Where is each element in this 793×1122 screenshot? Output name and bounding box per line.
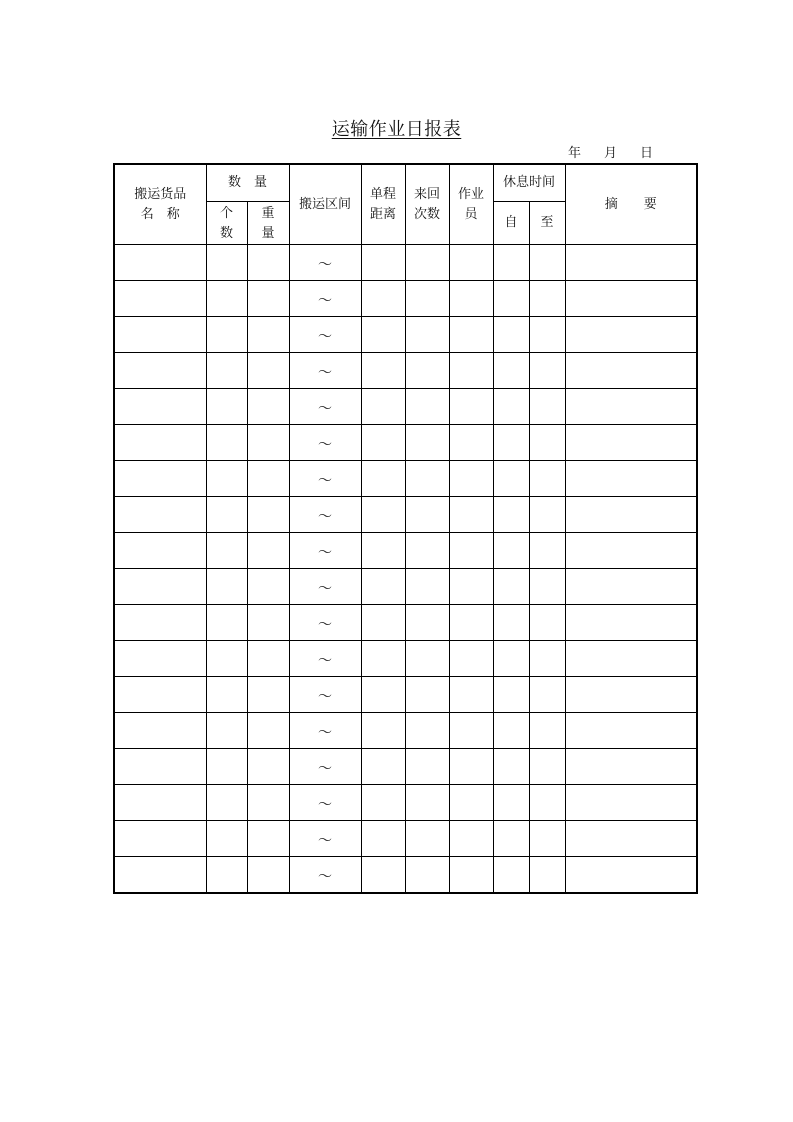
cell-rest-from[interactable] (493, 857, 529, 894)
table-row (114, 749, 697, 785)
cell-count[interactable] (206, 461, 247, 497)
cell-distance[interactable] (361, 713, 405, 749)
cell-section[interactable] (289, 497, 361, 533)
cell-count[interactable] (206, 245, 247, 281)
cell-weight[interactable] (247, 605, 289, 641)
cell-remarks[interactable] (565, 749, 697, 785)
section-separator: ～ (318, 581, 333, 597)
cell-distance[interactable] (361, 497, 405, 533)
table-row (114, 857, 697, 894)
cell-distance[interactable] (361, 749, 405, 785)
cell-rest-to[interactable] (529, 749, 565, 785)
cell-goods-name[interactable] (114, 749, 206, 785)
cell-trips[interactable] (405, 857, 449, 894)
cell-section[interactable] (289, 821, 361, 857)
cell-distance[interactable] (361, 785, 405, 821)
cell-rest-from[interactable] (493, 533, 529, 569)
cell-trips[interactable] (405, 317, 449, 353)
table-row (114, 785, 697, 821)
cell-rest-to[interactable] (529, 425, 565, 461)
cell-worker[interactable] (449, 641, 493, 677)
cell-weight[interactable] (247, 569, 289, 605)
cell-remarks[interactable] (565, 533, 697, 569)
cell-count[interactable] (206, 785, 247, 821)
cell-trips[interactable] (405, 569, 449, 605)
cell-section[interactable] (289, 353, 361, 389)
cell-section[interactable] (289, 425, 361, 461)
cell-remarks[interactable] (565, 389, 697, 425)
cell-distance[interactable] (361, 281, 405, 317)
cell-remarks[interactable] (565, 281, 697, 317)
section-separator: ～ (318, 257, 333, 273)
cell-rest-from[interactable] (493, 317, 529, 353)
cell-remarks[interactable] (565, 785, 697, 821)
cell-remarks[interactable] (565, 641, 697, 677)
cell-section[interactable] (289, 245, 361, 281)
cell-rest-to[interactable] (529, 605, 565, 641)
cell-rest-from[interactable] (493, 497, 529, 533)
cell-goods-name[interactable] (114, 425, 206, 461)
cell-weight[interactable] (247, 353, 289, 389)
cell-distance[interactable] (361, 245, 405, 281)
cell-rest-from[interactable] (493, 821, 529, 857)
cell-worker[interactable] (449, 821, 493, 857)
header-rest-from: 自 (493, 202, 529, 245)
cell-count[interactable] (206, 389, 247, 425)
cell-rest-from[interactable] (493, 677, 529, 713)
table-row (114, 461, 697, 497)
cell-goods-name[interactable] (114, 353, 206, 389)
cell-rest-to[interactable] (529, 821, 565, 857)
cell-weight[interactable] (247, 785, 289, 821)
table-row (114, 821, 697, 857)
cell-count[interactable] (206, 569, 247, 605)
cell-worker[interactable] (449, 281, 493, 317)
cell-weight[interactable] (247, 281, 289, 317)
cell-remarks[interactable] (565, 713, 697, 749)
table-row (114, 281, 697, 317)
cell-rest-from[interactable] (493, 605, 529, 641)
cell-goods-name[interactable] (114, 605, 206, 641)
cell-rest-to[interactable] (529, 281, 565, 317)
cell-remarks[interactable] (565, 425, 697, 461)
cell-goods-name[interactable] (114, 785, 206, 821)
cell-weight[interactable] (247, 857, 289, 894)
cell-remarks[interactable] (565, 497, 697, 533)
cell-rest-to[interactable] (529, 785, 565, 821)
section-separator: ～ (318, 401, 333, 417)
cell-count[interactable] (206, 317, 247, 353)
section-separator: ～ (318, 329, 333, 345)
cell-rest-from[interactable] (493, 749, 529, 785)
cell-weight[interactable] (247, 389, 289, 425)
cell-trips[interactable] (405, 641, 449, 677)
cell-rest-from[interactable] (493, 281, 529, 317)
cell-rest-from[interactable] (493, 245, 529, 281)
cell-section[interactable] (289, 281, 361, 317)
cell-remarks[interactable] (565, 317, 697, 353)
table-row (114, 389, 697, 425)
cell-goods-name[interactable] (114, 857, 206, 894)
cell-distance[interactable] (361, 425, 405, 461)
table-row (114, 425, 697, 461)
section-separator: ～ (318, 797, 333, 813)
cell-remarks[interactable] (565, 821, 697, 857)
cell-trips[interactable] (405, 389, 449, 425)
cell-trips[interactable] (405, 353, 449, 389)
cell-rest-from[interactable] (493, 425, 529, 461)
cell-distance[interactable] (361, 389, 405, 425)
cell-rest-to[interactable] (529, 497, 565, 533)
cell-section[interactable] (289, 641, 361, 677)
cell-weight[interactable] (247, 245, 289, 281)
table-row (114, 245, 697, 281)
cell-distance[interactable] (361, 605, 405, 641)
date-day-label: 日 (640, 146, 654, 161)
section-separator: ～ (318, 761, 333, 777)
cell-worker[interactable] (449, 497, 493, 533)
cell-goods-name[interactable] (114, 281, 206, 317)
cell-section[interactable] (289, 713, 361, 749)
cell-worker[interactable] (449, 569, 493, 605)
cell-worker[interactable] (449, 857, 493, 894)
header-goods-name: 搬运货品 名 称 (114, 164, 206, 245)
cell-distance[interactable] (361, 533, 405, 569)
cell-rest-from[interactable] (493, 713, 529, 749)
cell-rest-to[interactable] (529, 317, 565, 353)
cell-worker[interactable] (449, 785, 493, 821)
cell-goods-name[interactable] (114, 677, 206, 713)
cell-section[interactable] (289, 677, 361, 713)
cell-weight[interactable] (247, 821, 289, 857)
table-row (114, 353, 697, 389)
cell-section[interactable] (289, 605, 361, 641)
cell-count[interactable] (206, 281, 247, 317)
header-row-1 (114, 164, 697, 202)
table-row (114, 533, 697, 569)
cell-trips[interactable] (405, 605, 449, 641)
cell-count[interactable] (206, 641, 247, 677)
cell-rest-from[interactable] (493, 353, 529, 389)
cell-rest-to[interactable] (529, 461, 565, 497)
table-row (114, 317, 697, 353)
cell-weight[interactable] (247, 533, 289, 569)
cell-worker[interactable] (449, 533, 493, 569)
section-separator: ～ (318, 617, 333, 633)
cell-remarks[interactable] (565, 605, 697, 641)
cell-rest-from[interactable] (493, 641, 529, 677)
cell-distance[interactable] (361, 857, 405, 894)
cell-remarks[interactable] (565, 353, 697, 389)
cell-rest-to[interactable] (529, 677, 565, 713)
date-line (568, 145, 668, 163)
section-separator: ～ (318, 509, 333, 525)
section-separator: ～ (318, 689, 333, 705)
cell-trips[interactable] (405, 785, 449, 821)
section-separator: ～ (318, 653, 333, 669)
cell-count[interactable] (206, 353, 247, 389)
date-month-label: 月 (604, 146, 618, 161)
cell-goods-name[interactable] (114, 245, 206, 281)
cell-distance[interactable] (361, 353, 405, 389)
cell-distance[interactable] (361, 569, 405, 605)
cell-trips[interactable] (405, 425, 449, 461)
cell-goods-name[interactable] (114, 497, 206, 533)
cell-section[interactable] (289, 749, 361, 785)
cell-count[interactable] (206, 533, 247, 569)
table-row (114, 677, 697, 713)
cell-distance[interactable] (361, 677, 405, 713)
cell-rest-to[interactable] (529, 245, 565, 281)
cell-weight[interactable] (247, 461, 289, 497)
cell-remarks[interactable] (565, 245, 697, 281)
header-worker: 作业 员 (449, 164, 493, 245)
cell-section[interactable] (289, 533, 361, 569)
cell-section[interactable] (289, 317, 361, 353)
transport-report-table (113, 163, 698, 894)
cell-trips[interactable] (405, 713, 449, 749)
section-separator: ～ (318, 473, 333, 489)
cell-weight[interactable] (247, 425, 289, 461)
cell-worker[interactable] (449, 389, 493, 425)
cell-rest-to[interactable] (529, 713, 565, 749)
cell-goods-name[interactable] (114, 821, 206, 857)
cell-rest-to[interactable] (529, 569, 565, 605)
cell-section[interactable] (289, 785, 361, 821)
cell-worker[interactable] (449, 677, 493, 713)
document-title: 运输作业日报表 (331, 119, 462, 140)
table-row (114, 569, 697, 605)
cell-remarks[interactable] (565, 569, 697, 605)
cell-trips[interactable] (405, 749, 449, 785)
cell-weight[interactable] (247, 677, 289, 713)
cell-section[interactable] (289, 569, 361, 605)
date-year-label: 年 (568, 146, 582, 161)
cell-worker[interactable] (449, 425, 493, 461)
cell-section[interactable] (289, 389, 361, 425)
cell-worker[interactable] (449, 353, 493, 389)
cell-goods-name[interactable] (114, 317, 206, 353)
cell-trips[interactable] (405, 497, 449, 533)
cell-rest-from[interactable] (493, 569, 529, 605)
cell-worker[interactable] (449, 317, 493, 353)
cell-section[interactable] (289, 857, 361, 894)
cell-rest-to[interactable] (529, 857, 565, 894)
cell-remarks[interactable] (565, 461, 697, 497)
cell-distance[interactable] (361, 641, 405, 677)
cell-trips[interactable] (405, 245, 449, 281)
cell-rest-to[interactable] (529, 641, 565, 677)
section-separator: ～ (318, 365, 333, 381)
header-remarks: 摘 要 (565, 164, 697, 245)
section-separator: ～ (318, 725, 333, 741)
cell-goods-name[interactable] (114, 713, 206, 749)
cell-weight[interactable] (247, 641, 289, 677)
cell-count[interactable] (206, 821, 247, 857)
cell-section[interactable] (289, 461, 361, 497)
cell-trips[interactable] (405, 677, 449, 713)
cell-worker[interactable] (449, 605, 493, 641)
cell-rest-to[interactable] (529, 533, 565, 569)
cell-trips[interactable] (405, 533, 449, 569)
section-separator: ～ (318, 545, 333, 561)
cell-goods-name[interactable] (114, 569, 206, 605)
cell-worker[interactable] (449, 749, 493, 785)
table-row (114, 713, 697, 749)
section-separator: ～ (318, 437, 333, 453)
cell-count[interactable] (206, 497, 247, 533)
cell-worker[interactable] (449, 461, 493, 497)
header-quantity: 数 量 (206, 164, 289, 202)
header-distance: 单程 距离 (361, 164, 405, 245)
cell-distance[interactable] (361, 317, 405, 353)
cell-remarks[interactable] (565, 857, 697, 894)
table-row (114, 641, 697, 677)
cell-rest-to[interactable] (529, 389, 565, 425)
cell-count[interactable] (206, 857, 247, 894)
section-separator: ～ (318, 293, 333, 309)
cell-worker[interactable] (449, 713, 493, 749)
cell-count[interactable] (206, 605, 247, 641)
cell-rest-from[interactable] (493, 461, 529, 497)
cell-weight[interactable] (247, 713, 289, 749)
header-section: 搬运区间 (289, 164, 361, 245)
header-rest-to: 至 (529, 202, 565, 245)
cell-count[interactable] (206, 425, 247, 461)
cell-goods-name[interactable] (114, 461, 206, 497)
header-weight: 重 量 (247, 202, 289, 245)
header-count: 个 数 (206, 202, 247, 245)
cell-rest-from[interactable] (493, 389, 529, 425)
table-row (114, 497, 697, 533)
cell-worker[interactable] (449, 245, 493, 281)
cell-weight[interactable] (247, 317, 289, 353)
cell-weight[interactable] (247, 749, 289, 785)
cell-count[interactable] (206, 713, 247, 749)
cell-distance[interactable] (361, 821, 405, 857)
cell-goods-name[interactable] (114, 389, 206, 425)
header-trips: 来回 次数 (405, 164, 449, 245)
cell-distance[interactable] (361, 461, 405, 497)
section-separator: ～ (318, 833, 333, 849)
cell-rest-from[interactable] (493, 785, 529, 821)
cell-rest-to[interactable] (529, 353, 565, 389)
section-separator: ～ (318, 869, 333, 885)
header-rest-time: 休息时间 (493, 164, 565, 202)
cell-remarks[interactable] (565, 677, 697, 713)
table-row (114, 605, 697, 641)
cell-goods-name[interactable] (114, 533, 206, 569)
cell-goods-name[interactable] (114, 641, 206, 677)
cell-trips[interactable] (405, 461, 449, 497)
cell-count[interactable] (206, 677, 247, 713)
cell-weight[interactable] (247, 497, 289, 533)
cell-trips[interactable] (405, 821, 449, 857)
cell-count[interactable] (206, 749, 247, 785)
cell-trips[interactable] (405, 281, 449, 317)
